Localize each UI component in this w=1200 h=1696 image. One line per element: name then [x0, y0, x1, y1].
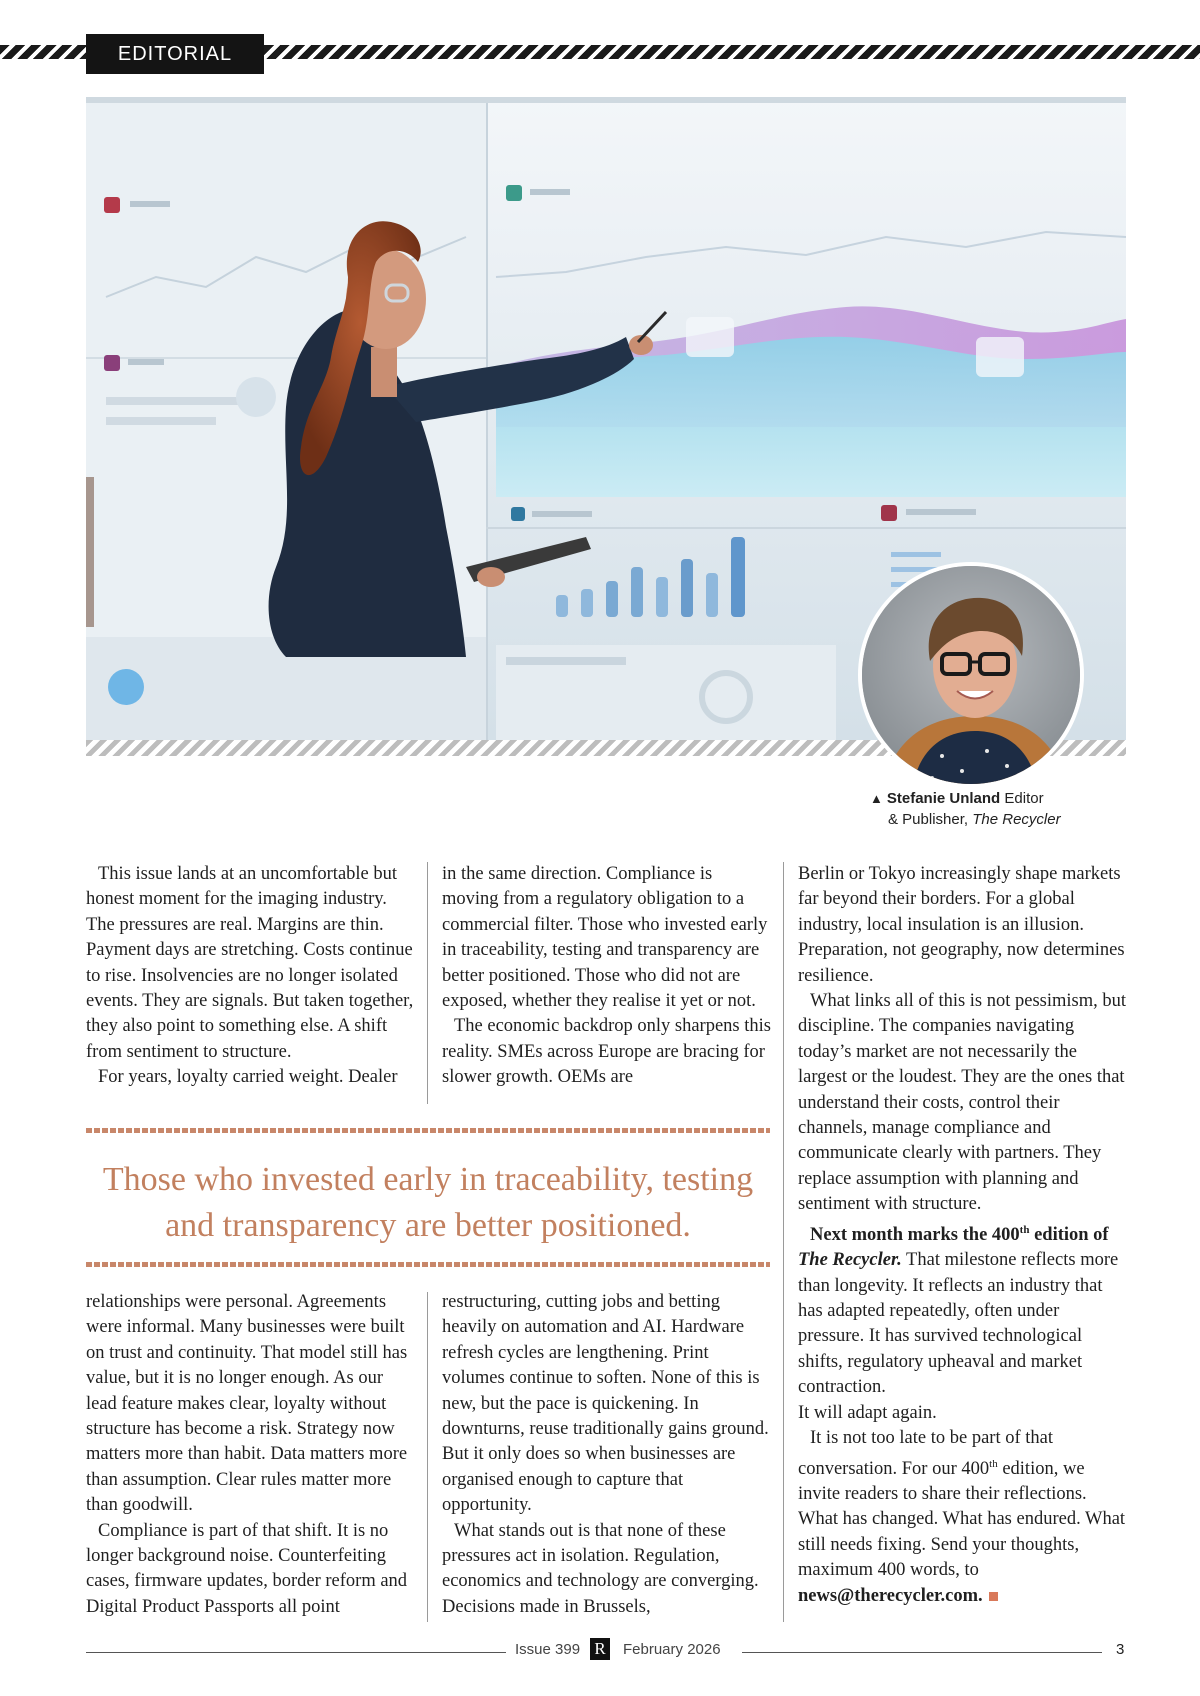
milestone-last: It will adapt again. [798, 1402, 937, 1423]
paragraph: relationships were personal. Agreements were informal. Many businesses were built on trust and continuity. That model still has value, but it is no longer enough. As our lead feature makes clear, loyalty without structure has become a risk. Strategy now matters more than habit. Data matters more than assumption. Clear rules matter more than goodwill. [86, 1292, 408, 1516]
paragraph: in the same direction. Compliance is moving from a regulatory obligation to a commercial filter. Those who invested early in traceability, testing and transparency are better positioned. Those who did not are exposed, whether they realise it yet or not. [442, 864, 768, 1012]
paragraph: The economic backdrop only sharpens this reality. SMEs across Europe are bracing for slower growth. OEMs are [442, 1016, 771, 1088]
page-number: 3 [1116, 1641, 1125, 1658]
paragraph-invite [798, 1426, 1128, 1609]
column-rule-right [783, 862, 784, 1622]
paragraph: Berlin or Tokyo increasingly shape markets far beyond their borders. For a global industry, local insulation is an illusion. Preparation, not geography, now determines resilience. [798, 864, 1125, 986]
paragraph: What links all of this is not pessimism, but discipline. The companies navigating today’s market are not necessarily the largest or the loudest. They are the ones that understand their costs, control their channels, manage compliance and communicate clearly with partners. They replace assumption with planning and sentiment with structure. [798, 991, 1127, 1215]
milestone-sup: th [1019, 1223, 1030, 1236]
column-rule-bottom [427, 1292, 428, 1622]
pull-quote-rule-bottom [86, 1262, 770, 1267]
paragraph: Compliance is part of that shift. It is no longer background noise. Counterfeiting cases, firmware updates, border reform and Digital Product Passports all point [86, 1520, 408, 1617]
contact-email-link[interactable]: news@therecycler.com. [798, 1585, 983, 1606]
photo-caption [870, 788, 1110, 830]
section-label: EDITORIAL [86, 34, 264, 74]
milestone-bold-b: edition of [1029, 1224, 1109, 1245]
column-2-top [442, 862, 772, 1091]
footer-logo-icon: R [590, 1638, 610, 1660]
footer-date: February 2026 [623, 1641, 721, 1658]
milestone-rest: That milestone reflects more than longevity. It reflects an industry that has adapted repeatedly, often under pressure. It has survived technological shifts, regulatory upheaval and market contraction. [798, 1250, 1119, 1398]
invite-a: It is not too late to be part of that conversation. For our 400 [798, 1428, 1054, 1479]
paragraph: What stands out is that none of these pressures act in isolation. Regulation, economics and technology are converging. Decisions made in Brussels, [442, 1520, 759, 1617]
caption-triangle-icon: ▲ [870, 791, 883, 806]
caption-publication: The Recycler [972, 811, 1061, 828]
invite-sup: th [989, 1457, 998, 1470]
column-1-bottom [86, 1290, 416, 1620]
pull-quote-rule-top [86, 1128, 770, 1133]
caption-role: Editor [1004, 790, 1044, 807]
paragraph: restructuring, cutting jobs and betting heavily on automation and AI. Hardware refresh cycles are lengthening. Print volumes continue to soften. None of this is new, but the pace is quickening. In downturns, reuse traditionally gains ground. But it only does so when businesses are organised enough to capture that opportunity. [442, 1292, 769, 1516]
column-rule-top [427, 862, 428, 1104]
paragraph: For years, loyalty carried weight. Dealer [98, 1067, 398, 1088]
end-mark-icon [989, 1592, 998, 1601]
column-2-bottom [442, 1290, 772, 1620]
paragraph-milestone [798, 1218, 1128, 1426]
caption-name: Stefanie Unland [886, 790, 1001, 807]
pull-quote [86, 1128, 770, 1268]
caption-role-line2: & Publisher, [888, 811, 973, 828]
column-3 [798, 862, 1128, 1609]
pull-quote-text: Those who invested early in traceability, testing and transparency are better positioned. [102, 1161, 754, 1244]
paragraph: This issue lands at an uncomfortable but honest moment for the imaging industry. The pressures are real. Margins are thin. Payment days are stretching. Costs continue to rise. Insolvencies are no longer isolated events. They are signals. But taken together, they also point to something else. A shift from sentiment to structure. [86, 864, 414, 1062]
column-1-top [86, 862, 416, 1091]
footer-rule-left [86, 1652, 506, 1653]
milestone-bold-a: Next month marks the 400 [810, 1224, 1020, 1245]
editor-portrait [858, 562, 1084, 788]
footer-issue: Issue 399 [515, 1641, 581, 1658]
footer-rule-right [742, 1652, 1102, 1653]
editor-portrait-illustration [862, 566, 1084, 788]
invite-b: edition, we invite readers to share their reflections. What has changed. What has endured. What still needs fixing. Send your thoughts, maximum 400 words, to [798, 1458, 1126, 1581]
milestone-publication: The Recycler. [798, 1250, 902, 1271]
caption-line-2 [870, 809, 1110, 830]
